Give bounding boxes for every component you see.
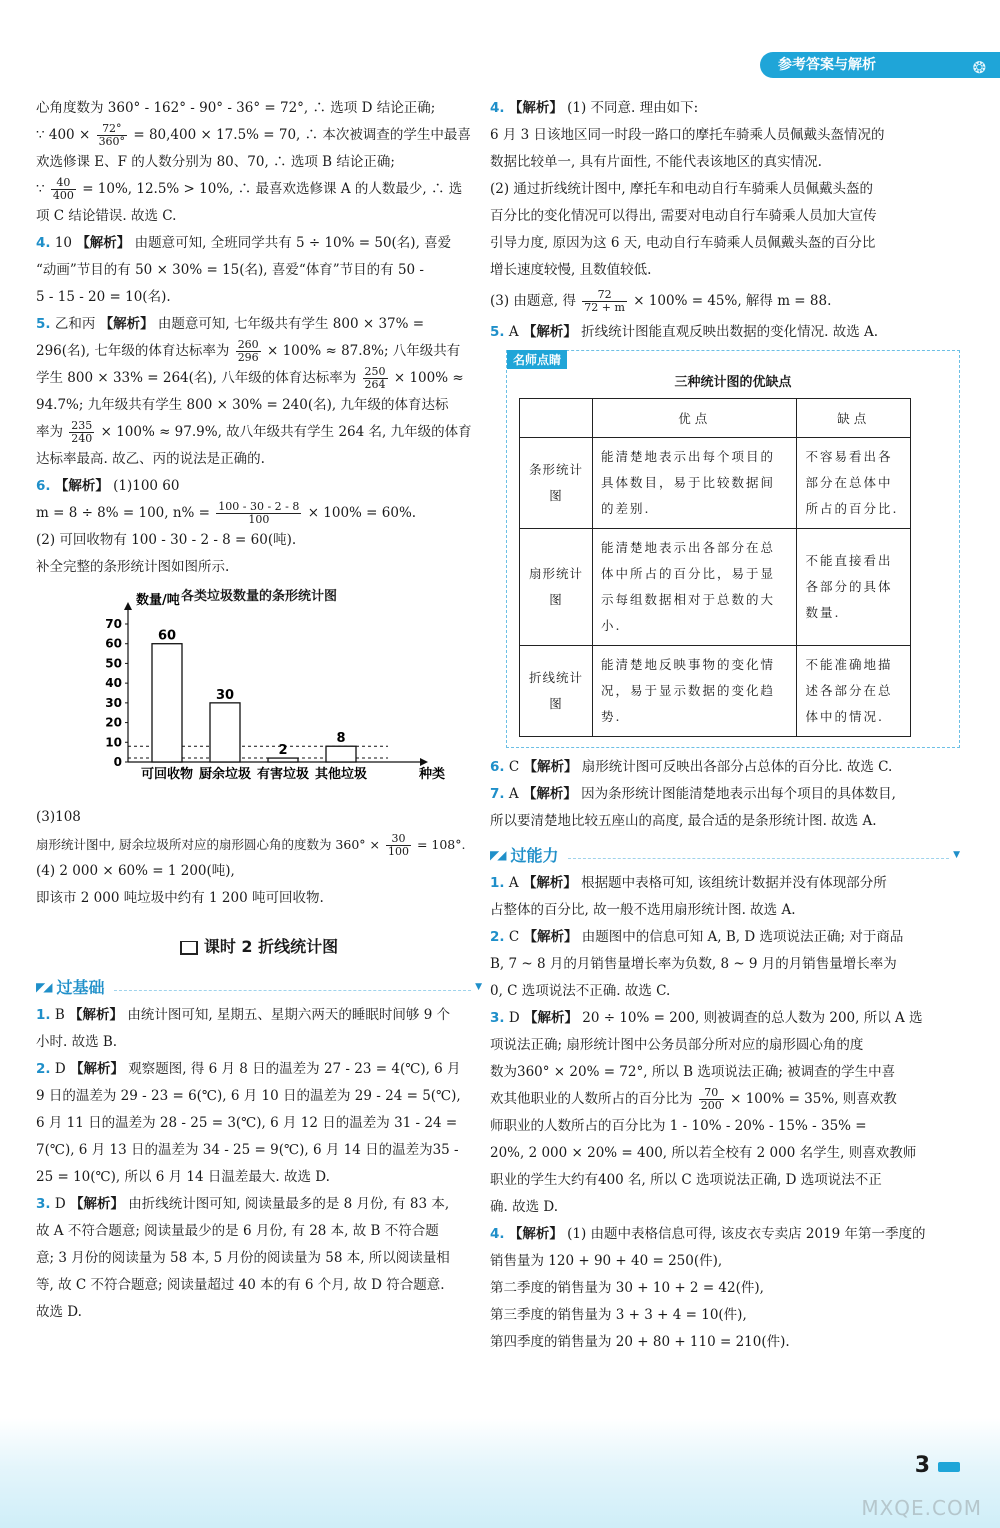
fraction: $\frac{250}{264}$: [364, 365, 386, 391]
question-b2: 2. D 【解析】 观察题图, 得 6 月 8 日的温差为 27 - 23 = 4(℃), 6 月: [36, 1061, 461, 1077]
question-r6: 6. C 【解析】 扇形统计图可反映出各部分占总体的百分比. 故选 C.: [490, 759, 893, 775]
text-line: 第二季度的销售量为 30 + 10 + 2 = 42(件),: [490, 1280, 764, 1296]
text-line: ∵ 400 × $\frac{72^\circ}{360^\circ}$ = 80,400 × 17.5% = 70, ∴ 本次被调查的学生中最喜: [36, 122, 471, 148]
section-header-ability: ◤◢ 过能力 ▼: [490, 846, 960, 865]
chevron-down-icon: ▼: [475, 981, 482, 992]
tip-title: 三种统计图的优缺点: [674, 375, 792, 390]
question-a3: 3. D 【解析】 20 ÷ 10% = 200, 则被调查的总人数为 200, 所以 A 选: [490, 1010, 923, 1026]
table-row: 折线统计图 能清楚地反映事物的变化情况，易于显示数据的变化趋势. 不能准确地描述各部分在总体中的情况.: [520, 646, 911, 737]
comparison-table: [519, 398, 911, 737]
question-r5: 5. A 【解析】 折线统计图能直观反映出数据的变化情况. 故选 A.: [490, 324, 879, 340]
text-line: (4) 2 000 × 60% = 1 200(吨),: [36, 863, 235, 879]
fraction: $\frac{260}{296}$: [237, 338, 259, 364]
text-line: 7(℃), 6 月 13 日的温差为 34 - 25 = 9(℃), 6 月 14 日的温差为35 -: [36, 1142, 459, 1158]
text-line: 所以要清楚地比较五座山的高度, 最合适的是条形统计图. 故选 A.: [490, 813, 877, 829]
teacher-tip-box: [506, 350, 960, 748]
bar: [210, 703, 240, 762]
bar-value-label: 2: [278, 743, 288, 759]
text-line: (3)108: [36, 809, 81, 825]
y-tick-label: 30: [105, 695, 122, 710]
bar: [268, 758, 298, 762]
x-axis-label: 种类: [418, 767, 446, 782]
text-line: 百分比的变化情况可以得出, 需要对电动自行车骑乘人员加大宣传: [490, 208, 877, 224]
text-line: 占整体的百分比, 故一般不选用扇形统计图. 故选 A.: [490, 902, 796, 918]
watermark: MXQE.COM: [861, 1496, 982, 1520]
bar-value-label: 8: [336, 731, 346, 747]
text-line: 确. 故选 D.: [490, 1199, 559, 1215]
swirl-decoration-icon: ❂: [972, 58, 986, 77]
question-a4: 4. 【解析】 (1) 由题中表格信息可得, 该皮衣专卖店 2019 年第一季度的: [490, 1226, 926, 1242]
text-line: 补全完整的条形统计图如图所示.: [36, 559, 230, 575]
text-line: 6 月 11 日的温差为 28 - 25 = 3(℃), 6 月 12 日的温差为 31 - 24 =: [36, 1115, 458, 1131]
text-line: 25 = 10(℃), 所以 6 月 14 日温差最大. 故选 D.: [36, 1169, 330, 1185]
text-line: 达标率最高. 故乙、丙的说法是正确的.: [36, 451, 265, 467]
bar: [326, 746, 356, 762]
fraction: $\frac{100 - 30 - 2 - 8}{100}$: [218, 500, 300, 526]
y-tick-label: 0: [113, 755, 122, 769]
text-line: 销售量为 120 + 90 + 40 = 250(件),: [490, 1253, 723, 1269]
lesson-title: 课时 2 折线统计图: [36, 934, 482, 957]
text-line: 6 月 3 日该地区同一时段一路口的摩托车骑乘人员佩戴头盔情况的: [490, 127, 885, 143]
text-line: 扇形统计图中, 厨余垃圾所对应的扇形圆心角的度数为 360° × $\frac{30}{100}$ = 108°.: [36, 832, 466, 858]
right-column: [490, 95, 960, 1356]
text-line: ∵ $\frac{40}{400}$ = 10%, 12.5% > 10%, ∴ 最喜欢选修课 A 的人数最少, ∴ 选: [36, 176, 463, 202]
text-line: 项 C 结论错误. 故选 C.: [36, 208, 177, 224]
book-icon: [180, 941, 198, 955]
chevron-down-icon: ▼: [953, 849, 960, 860]
x-tick-label: 厨余垃圾: [198, 767, 252, 782]
table-header-row: [520, 399, 911, 438]
text-line: 第三季度的销售量为 3 + 3 + 4 = 10(件),: [490, 1307, 747, 1323]
text-line: 心角度数为 360° - 162° - 90° - 36° = 72°, ∴ 选项 D 结论正确;: [36, 100, 436, 116]
text-line: (2) 通过折线统计图中, 摩托车和电动自行车骑乘人员佩戴头盔的: [490, 181, 873, 197]
question-5: 5. 乙和丙 【解析】 由题意可知, 七年级共有学生 800 × 37% =: [36, 316, 425, 332]
bar-value-label: 30: [215, 687, 235, 703]
question-a1: 1. A 【解析】 根据题中表格可知, 该组统计数据并没有体现部分所: [490, 875, 887, 891]
header-tab-label: 参考答案与解析: [778, 57, 876, 73]
y-axis-arrow: [124, 602, 132, 610]
x-tick-label: 其他垃圾: [314, 767, 368, 782]
text-line: m = 8 ÷ 8% = 100, n% = $\frac{100 - 30 - 2 - 8}{100}$ × 100% = 60%.: [36, 500, 417, 526]
header-section-tab: [760, 52, 1000, 78]
question-4: 4. 10 【解析】 由题意可知, 全班同学共有 5 ÷ 10% = 50(名), 喜爱: [36, 235, 452, 251]
fraction: $\frac{40}{400}$: [52, 176, 74, 202]
wing-icon: ◤◢: [36, 979, 51, 994]
text-line: 数为360° × 20% = 72°, 所以 B 选项说法正确; 被调查的学生中喜: [490, 1064, 896, 1080]
text-line: 小时. 故选 B.: [36, 1034, 118, 1050]
y-tick-label: 40: [105, 676, 122, 691]
text-line: (3) 由题意, 得 $\frac{72}{72 + m}$ × 100% = 45%, 解得 m = 88.: [490, 288, 832, 314]
text-line: 职业的学生大约有400 名, 所以 C 选项说法正确, D 选项说法不正: [490, 1172, 882, 1188]
table-row: 条形统计图 能清楚地表示出每个项目的具体数目，易于比较数据间的差别. 不容易看出各部分在总体中所占的百分比.: [520, 438, 911, 529]
text-line: “动画”节目的有 50 × 30% = 15(名), 喜爱“体育”节目的有 50 -: [36, 262, 424, 278]
text-line: 数据比较单一, 具有片面性, 不能代表该地区的真实情况.: [490, 154, 822, 170]
y-axis-label: 数量/吨: [136, 593, 180, 608]
chart-title: 各类垃圾数量的条形统计图: [180, 589, 337, 604]
text-line: (2) 可回收物有 100 - 30 - 2 - 8 = 60(吨).: [36, 532, 297, 548]
x-axis-arrow: [420, 758, 428, 766]
text-line: 率为 $\frac{235}{240}$ × 100% ≈ 97.9%, 故八年级共有学生 264 名, 九年级的体育: [36, 419, 472, 445]
text-line: 意; 3 月份的阅读量为 58 本, 5 月份的阅读量为 58 本, 所以阅读量相: [36, 1250, 450, 1266]
y-tick-label: 10: [105, 735, 122, 750]
question-b3: 3. D 【解析】 由折线统计图可知, 阅读量最多的是 8 月份, 有 83 本,: [36, 1196, 450, 1212]
text-line: 欢其他职业的人数所占的百分比为 $\frac{70}{200}$ × 100% = 35%, 则喜欢教: [490, 1086, 897, 1112]
question-b1: 1. B 【解析】 由统计图可知, 星期五、星期六两天的睡眠时间够 9 个: [36, 1007, 451, 1023]
left-column: [36, 95, 482, 1326]
section-header-basic: ◤◢ 过基础 ▼: [36, 978, 482, 997]
question-6: 6. 【解析】 (1)100 60: [36, 478, 180, 494]
text-line: 故选 D.: [36, 1304, 82, 1320]
question-r7: 7. A 【解析】 因为条形统计图能清楚地表示出每个项目的具体数目,: [490, 786, 896, 802]
text-line: 增长速度较慢, 且数值较低.: [490, 262, 652, 278]
text-line: 0, C 选项说法不正确. 故选 C.: [490, 983, 671, 999]
bar: [152, 644, 182, 762]
fraction: $\frac{30}{100}$: [387, 832, 409, 858]
wing-icon: ◤◢: [490, 847, 505, 862]
y-tick-label: 70: [105, 617, 122, 631]
text-line: 296(名), 七年级的体育达标率为 $\frac{260}{296}$ × 100% ≈ 87.8%; 八年级共有: [36, 338, 461, 364]
question-r4: 4. 【解析】 (1) 不同意. 理由如下:: [490, 100, 699, 116]
y-tick-label: 20: [105, 715, 122, 730]
text-line: 学生 800 × 33% = 264(名), 八年级的体育达标率为 $\frac{250}{264}$ × 100% ≈: [36, 365, 464, 391]
text-line: 20%, 2 000 × 20% = 400, 所以若全校有 2 000 名学生, 则喜欢教师: [490, 1145, 917, 1161]
page-marker: [938, 1462, 960, 1472]
x-tick-label: 有害垃圾: [256, 767, 310, 782]
text-line: 等, 故 C 不符合题意; 阅读量超过 40 本的有 6 个月, 故 D 符合题意.: [36, 1277, 445, 1293]
fraction: $\frac{72}{72 + m}$: [584, 288, 625, 314]
table-corner: [520, 399, 593, 438]
fraction: $\frac{72^\circ}{360^\circ}$: [98, 122, 126, 148]
text-line: B, 7 ~ 8 月的月销售量增长率为负数, 8 ~ 9 月的月销售量增长率为: [490, 956, 897, 972]
tip-label: 名师点睛: [507, 350, 567, 369]
y-tick-label: 60: [105, 636, 122, 651]
text-line: 师职业的人数所占的百分比为 1 - 10% - 20% - 15% - 35% =: [490, 1118, 867, 1134]
x-tick-label: 可回收物: [140, 767, 194, 782]
text-line: 项说法正确; 扇形统计图中公务员部分所对应的扇形圆心角的度: [490, 1037, 864, 1053]
table-header-dis: 缺点: [797, 399, 911, 438]
fraction: $\frac{70}{200}$: [700, 1086, 722, 1112]
text-line: 欢选修课 E、F 的人数分别为 80、70, ∴ 选项 B 结论正确;: [36, 154, 395, 170]
y-tick-label: 50: [105, 656, 122, 671]
page-number: 3: [914, 1453, 930, 1478]
question-a2: 2. C 【解析】 由题图中的信息可知 A, B, D 选项说法正确; 对于商品: [490, 929, 904, 945]
text-line: 94.7%; 九年级共有学生 800 × 30% = 240(名), 九年级的体育达标: [36, 397, 449, 413]
table-row: 扇形统计图 能清楚地表示出各部分在总体中所占的百分比，易于显示每组数据相对于总数的大小. 不能直接看出各部分的具体数量.: [520, 529, 911, 646]
table-header-adv: 优点: [593, 399, 797, 438]
footer-band: [0, 1418, 1000, 1528]
text-line: 5 - 15 - 20 = 10(名).: [36, 289, 171, 305]
text-line: 故 A 不符合题意; 阅读量最少的是 6 月份, 有 28 本, 故 B 不符合题: [36, 1223, 439, 1239]
bar-value-label: 60: [157, 628, 177, 644]
text-line: 引导力度, 原因为这 6 天, 电动自行车骑乘人员佩戴头盔的百分比: [490, 235, 876, 251]
text-line: 9 日的温差为 29 - 23 = 6(℃), 6 月 10 日的温差为 29 - 24 = 5(℃),: [36, 1088, 461, 1104]
text-line: 第四季度的销售量为 20 + 80 + 110 = 210(件).: [490, 1334, 790, 1350]
fraction: $\frac{235}{240}$: [71, 419, 93, 445]
text-line: 即该市 2 000 吨垃圾中约有 1 200 吨可回收物.: [36, 890, 324, 906]
